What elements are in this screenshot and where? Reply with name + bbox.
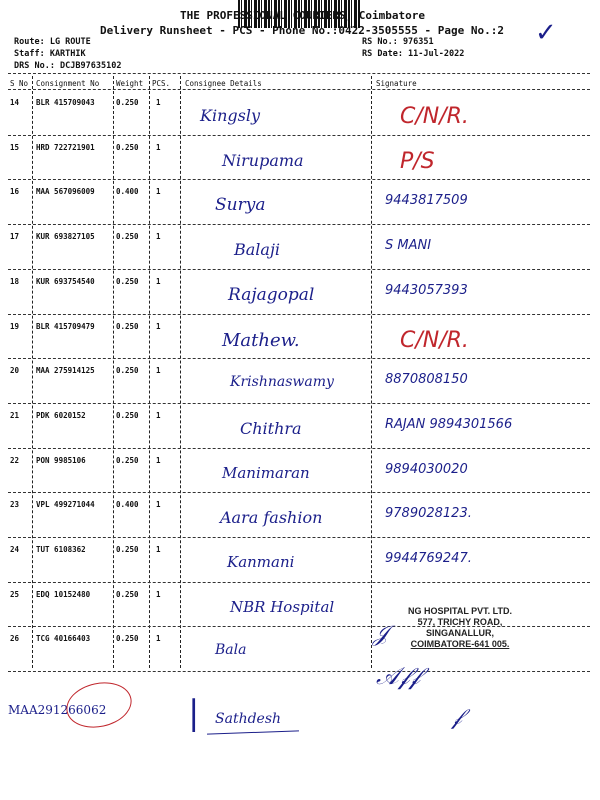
col-consignee: Consignee Details [185,79,262,88]
signature-scribble-25: 𝒥 [373,622,389,647]
row-consignee: Chithra [240,418,302,438]
row-weight: 0.400 [116,500,139,510]
row-divider [8,582,590,583]
row-sno: 19 [10,321,20,331]
row-consignment: BLR 415709043 [36,98,95,107]
row-consignee: Kingsly [200,106,260,125]
row-divider [8,135,590,136]
staff-label: Staff: KARTHIK [14,49,86,59]
stamp-line-1: NG HOSPITAL PVT. LTD. [407,606,512,616]
footer-consignee: Sathdesh [215,711,282,727]
row-consignee: Surya [215,195,266,216]
row-consignment: HRD 722721901 [36,142,95,152]
row-pcs: 1 [156,321,161,331]
col-consignment: Consignment No [36,79,100,88]
row-consignee: Krishnaswamy [230,374,334,391]
row-divider [8,314,590,315]
row-sno: 21 [10,410,20,420]
row-pcs: 1 [156,455,161,465]
row-consignee: Aara fashion [220,508,323,528]
stamp-line-3: SINGANALLUR, [426,628,494,638]
row-weight: 0.250 [116,98,139,107]
row-pcs: 1 [156,232,161,242]
col-signature: Signature [376,79,417,88]
row-consignment: VPL 499271044 [36,500,95,510]
row-consignment: KUR 693754540 [36,276,95,286]
col-pcs: PCS. [152,79,171,88]
row-weight: 0.250 [116,276,139,286]
row-consignee: Mathew. [222,329,300,351]
row-weight: 0.250 [116,232,139,242]
row-sno: 26 [10,634,20,644]
row-consignment: EDQ 10152480 [36,589,91,599]
route-label: Route: LG ROUTE [14,37,91,47]
row-weight: 0.250 [116,455,139,465]
row-weight: 0.250 [116,410,139,420]
footer-consignment: MAA291266062 [8,703,107,717]
row-weight: 0.250 [116,321,139,331]
row-weight: 0.250 [116,634,139,644]
row-signature: S MANI [385,238,432,254]
row-sno: 17 [10,232,20,242]
check-mark-icon: ✓ [535,18,557,48]
company-title: THE PROFESSIONAL COURIERS, Coimbatore [180,9,426,22]
row-consignee: NBR Hospital [230,597,335,616]
row-sno: 23 [10,500,20,510]
row-consignee: Kanmani [227,553,295,571]
row-consignee: Balaji [234,240,281,260]
row-pcs: 1 [156,410,161,420]
col-weight: Weight [116,79,144,88]
row-signature: 9944769247. [385,551,472,566]
stamp-line-2: 577, TRICHY ROAD, [417,617,503,627]
row-divider [8,671,590,672]
row-pcs: 1 [156,187,161,197]
row-consignment: MAA 567096009 [36,187,95,197]
consignee-underline [207,730,299,734]
row-divider [8,448,590,449]
row-sno: 20 [10,366,20,376]
row-signature: C/N/R. [400,104,469,129]
row-sno: 25 [10,589,20,599]
footer-signature-scribble: 𝒻 [452,705,462,730]
row-pcs: 1 [156,545,161,554]
row-sno: 24 [10,545,20,554]
row-weight: 0.250 [116,142,139,152]
row-consignment: PDK 6020152 [36,410,86,420]
row-sno: 16 [10,187,20,197]
row-consignment: TCG 40166403 [36,634,91,644]
row-pcs: 1 [156,634,161,644]
row-pcs: 1 [156,98,161,107]
col-sno: S No [10,79,29,88]
row-consignment: PON 9985106 [36,455,86,465]
row-divider [8,224,590,225]
row-consignee: Bala [215,642,247,659]
row-sno: 18 [10,276,20,286]
footer-divider-mark: | [188,693,200,733]
row-divider [8,269,590,270]
row-pcs: 1 [156,366,161,376]
row-pcs: 1 [156,589,161,599]
drs-label: DRS No.: DCJB97635102 [14,61,122,71]
row-consignee: Manimaran [222,463,310,482]
row-pcs: 1 [156,142,161,152]
row-divider [8,179,590,180]
rs-date: RS Date: 11-Jul-2022 [362,49,465,59]
row-consignment: TUT 6108362 [36,545,86,554]
rs-number: RS No.: 976351 [362,37,434,47]
hospital-stamp [380,606,540,650]
signature-scribble-26: 𝒜𝒻𝒻 [376,662,421,690]
row-divider [8,403,590,404]
row-signature: 9443817509 [385,193,468,209]
row-weight: 0.250 [116,589,139,599]
row-pcs: 1 [156,500,161,510]
row-divider [8,492,590,493]
row-consignee: Rajagopal [228,284,315,305]
row-signature: C/N/R. [400,327,469,353]
row-consignment: MAA 275914125 [36,366,95,376]
row-sno: 14 [10,98,20,107]
row-signature: 8870808150 [385,372,468,388]
row-weight: 0.400 [116,187,139,197]
row-signature: RAJAN 9894301566 [385,416,513,432]
row-sno: 22 [10,455,20,465]
row-consignment: KUR 693827105 [36,232,95,242]
row-signature: 9789028123. [385,506,472,522]
row-signature: 9894030020 [385,461,468,477]
runsheet-subtitle: Delivery Runsheet - PCS - Phone No.:0422-3505555 - Page No.:2 [100,24,504,37]
row-pcs: 1 [156,276,161,286]
row-consignee: Nirupama [222,150,304,170]
row-weight: 0.250 [116,545,139,554]
row-weight: 0.250 [116,366,139,376]
stamp-line-4: COIMBATORE-641 005. [410,639,510,649]
row-consignment: BLR 415709479 [36,321,95,331]
red-circle-mark [62,677,136,734]
row-sno: 15 [10,142,20,152]
row-signature: P/S [400,148,435,174]
row-divider [8,358,590,359]
row-signature: 9443057393 [385,282,468,298]
row-divider [8,537,590,538]
